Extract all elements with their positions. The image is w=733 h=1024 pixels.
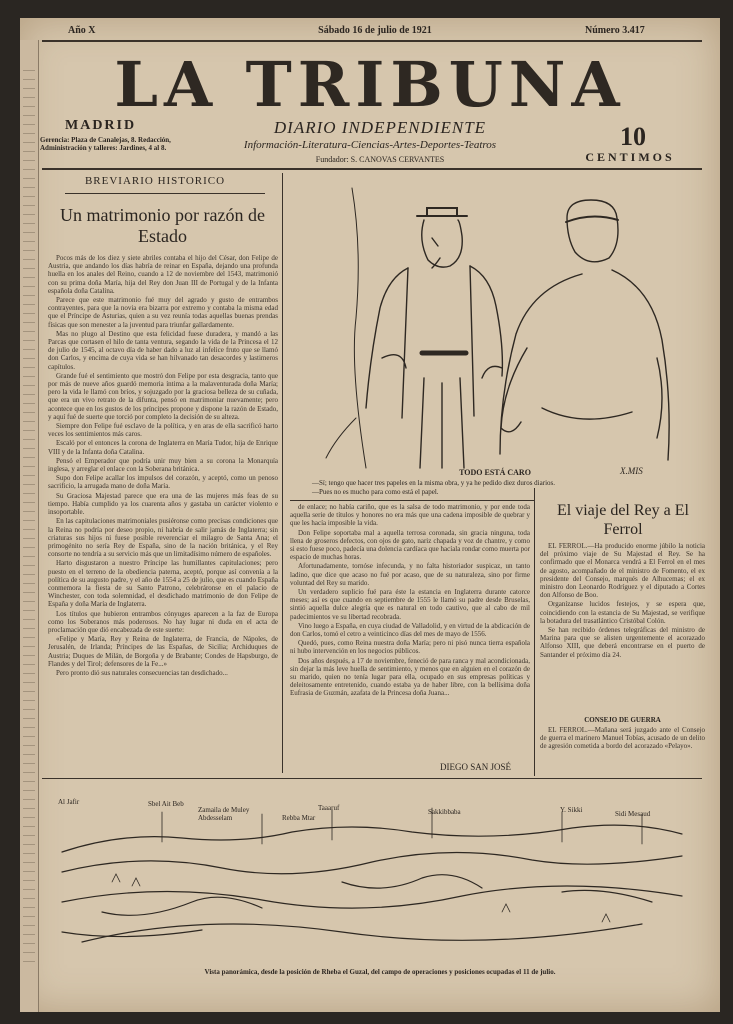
article-paragraph: «Felipe y María, Rey y Reina de Inglaterra, de Francia, de Nápoles, de Jerusalén, de Irlanda; Príncipes de las Españas, de Sicilia; Archiduques de Austria; Duques de Milán, de Borgoña y de Brabante; Condes de Hapsburgo, de Flandes y del Tirol; defensores de la Fe...» xyxy=(48,635,278,668)
panorama-label: Sbel Ait Beb xyxy=(148,800,184,808)
cartoon-illustration xyxy=(312,178,682,478)
cartoon-caption-2: —Pues no es mucho para como está el papel. xyxy=(312,488,439,496)
price-value: 10 xyxy=(620,122,646,151)
article2-title: El viaje del Rey a El Ferrol xyxy=(557,502,689,538)
article-kicker: BREVIARIO HISTORICO xyxy=(84,175,226,187)
top-rule xyxy=(42,40,702,42)
newspaper-page xyxy=(20,18,720,1012)
article-title: Un matrimonio por razón de Estado xyxy=(60,205,265,246)
panorama-label: Zamaila de Muley Abdesselam xyxy=(198,806,250,822)
cartoon-rule xyxy=(290,500,534,501)
masthead-subtitle: DIARIO INDEPENDIENTE xyxy=(273,118,487,137)
kicker-rule xyxy=(65,193,265,194)
article-paragraph: Afortunadamente, tornóse infecunda, y no falta historiador suspicaz, un tanto ladino, que dice que acaso no fué por acaso, que de su naturaleza, sino por firme voluntad del Rey su marido. xyxy=(290,562,530,587)
issue-year: Año X xyxy=(68,25,96,36)
column-divider-1 xyxy=(282,173,283,773)
panorama-illustration xyxy=(42,782,702,962)
article2-subhead: CONSEJO DE GUERRA xyxy=(584,716,661,724)
panorama-label: Sakkibbaba xyxy=(428,808,461,816)
article-paragraph: Escaló por el entonces la corona de Inglaterra en María Tudor, hija de Enrique VIII y de la Infanta doña Catalina. xyxy=(48,439,278,456)
article-paragraph: Pocos más de los diez y siete abriles contaba el hijo del César, don Felipe de Austria, que andando los días habría de reinar en España, dejando una profunda huella en los anales del Reino, cuando a 12 de noviembre del 1543, matrimonió con su prima doña María, hija del Rey don Juan III de Portugal y de la Infanta española doña Catalina. xyxy=(48,254,278,295)
article2-paragraph: Se han recibido órdenes telegráficas del ministro de Marina para que se alisten urgentemente el acorazado Alfonso XIII, que deberá encontrarse en el puerto de Santander el próximo día 24. xyxy=(540,626,705,659)
masthead-city: MADRID xyxy=(65,118,137,133)
article-paragraph: Un verdadero suplicio fué para éste la estancia en Inglaterra durante catorce meses; así es que cuando en septiembre de 1555 le llamó su padre desde Bruselas, sintió aquella dulce alegría que es natural en todo cautivo, que al cabo de mil padecimientos ve su libertad recobrada. xyxy=(290,588,530,621)
panorama-label: Rebba Mtar xyxy=(282,814,316,822)
issue-date: Sábado 16 de julio de 1921 xyxy=(318,25,432,36)
article-paragraph: Vino luego a España, en cuya ciudad de Valladolid, y en virtud de la abdicación de don Carlos, tomó el cetro a veinticinco días del mes de mayo de 1556. xyxy=(290,621,530,639)
article-paragraph: Siempre don Felipe fué esclavo de la política, y en aras de ella sacrificó harto veces los sentimientos más caros. xyxy=(48,422,278,439)
article-continuation xyxy=(290,503,530,759)
column-divider-2 xyxy=(534,488,535,776)
article-paragraph: Quedó, pues, como Reina nuestra doña María; pero ni pisó nunca tierra española ni hubo intervención en los negocios públicos. xyxy=(290,639,530,656)
cartoon-title: TODO ESTÁ CARO xyxy=(459,468,531,477)
article-paragraph: En las capitulaciones matrimoniales pusiéronse como precisas condiciones que la Reina no podría por deseo propio, ni habría de salir jamás de Inglaterra; sin criaturas sus hijos ni fuese posible reverenciar el milagro de Santa Ana; el primogénito no sería Rey de España, sino de la nación británica, y el Rey consorte no tendría a su servicio más que un limitadísimo número de españoles. xyxy=(48,517,278,559)
price-unit: CENTIMOS xyxy=(585,150,675,164)
article-paragraph: Pero pronto dió sus naturales consecuencias tan desdichado... xyxy=(56,668,228,677)
article2-subtext xyxy=(540,726,705,774)
cartoon-signature: X.MIS xyxy=(620,466,643,476)
article2-body xyxy=(540,542,705,714)
panorama-rule xyxy=(42,778,702,779)
article2-paragraph: EL FERROL.—Ha producido enorme júbilo la noticia del próximo viaje de Su Majestad el Rey. Se ha confirmado que el Monarca vendrá a El Ferrol en el mes de agosto, acompañado de el ministro de Fomento, el ex presidente del Consejo, marqués de Alhucemas; el ex ministro don Leonardo Rodríguez y el diputado a Cortes don Alfonso de Boo. xyxy=(540,542,705,600)
panorama-label: Sidi Mesaud xyxy=(615,810,651,818)
masthead-address: Gerencia: Plaza de Canalejas, 8. Redacción, Administración y talleres: Jardines, 4 al 8. xyxy=(40,136,171,152)
masthead-sections: Información-Literatura-Ciencias-Artes-Deportes-Teatros xyxy=(243,139,497,151)
article2-paragraph: Organízanse lucidos festejos, y se espera que, coincidiendo con la estancia de Su Majestad, se verifique la botadura del trasatlántico Cristóbal Colón. xyxy=(540,600,705,625)
article-paragraph: de enlace; no había cariño, que es la salsa de todo matrimonio, y por ende toda aquella serie de títulos y honores no era más que una cadena imposible de quebrar y que les hacía imposible la vida. xyxy=(290,503,530,528)
masthead-title: LA TRIBUNA xyxy=(114,48,626,121)
issue-number: Número 3.417 xyxy=(585,25,645,36)
article-paragraph: Parece que este matrimonio fué muy del agrado y gusto de entrambos contrayentes, para que la novia era bizarra por extremo y contaba la misma edad que el Príncipe de Asturias, quien a su vez reunía todas aquellas buenas prendas físicas que son menester a la juventud para triunfar gallardamente. xyxy=(48,296,278,329)
article-paragraph: Los títulos que hubieron entrambos cónyuges aparecen a la faz de Europa como los Soberanos más poderosos. No hay lugar ni duda en el acta de proclamación que dió encabezada de este suerte: xyxy=(48,609,278,634)
masthead-rule xyxy=(42,168,702,170)
adjacent-page-edge xyxy=(20,40,39,1012)
article-paragraph: Mas no plugo al Destino que esta felicidad fuese duradera, y mandó a las Parcas que cortasen el hilo de tanta ventura, segando la vida de la Princesa el 12 de julio de 1545, al octavo día de haber dado a luz al infelice fruto que se llamó don Carlos, y encima de cuya vida se han hilvanado tan desacordes y lastimeros capítulos. xyxy=(48,329,278,371)
panorama-label: Al Jafir xyxy=(58,798,80,806)
article-author: DIEGO SAN JOSÉ xyxy=(440,762,512,772)
article-paragraph: Su Graciosa Majestad parece que era una de las mujeres más feas de su tiempo. Había cumplido ya los cuarenta años y gastaba un carácter violento e insoportable. xyxy=(48,491,278,517)
masthead-founder: Fundador: S. CANOVAS CERVANTES xyxy=(315,155,445,164)
article-paragraph: Pensó el Emperador que podría unir muy bien a su corona la Monarquía inglesa, y arreglar el enlace con la Soberana británica. xyxy=(48,456,278,474)
article-paragraph: Dos años después, a 17 de noviembre, feneció de para ranca y mal acondicionada, sin dejar la más leve huella de sentimiento, y menos que en alguien en el corazón de su marido, quien no tenía lugar para ella, ocupado en sus empresas políticas y deleitosamente entretenido, cuando estaba ya de haber libre, con la bellísima doña Eufrasia de Guzmán, azafata de la Princesa doña Juana... xyxy=(290,656,530,698)
cartoon-caption-1: —Sí; tengo que hacer tres papeles en la misma obra, y ya he pedido diez duros diarios. xyxy=(312,479,555,487)
article-paragraph: Supo don Felipe acallar los impulsos del corazón, y aceptó, como un penoso sacrificio, la arrugada mano de doña María. xyxy=(48,474,278,491)
article-body xyxy=(48,254,278,774)
article-paragraph: Don Felipe soportaba mal a aquella terrosa coronada, sin gracia ninguna, toda llena de groseros defectos, con ojos de gato, nariz chapada y voz de chantre, y como si esto fuese poco, padecía una dolencia cardíaca que hacíala rondar como muerta por espacio de muchas horas. xyxy=(290,528,530,562)
panorama-caption: Vista panorámica, desde la posición de Rheba el Guzal, del campo de operaciones y posiciones ocupadas el 11 de julio. xyxy=(204,968,556,976)
panorama-label: Y. Sikki xyxy=(560,806,583,814)
article-paragraph: Harto disgustaron a nuestro Príncipe las humillantes capitulaciones; pero puesto en el terreno de la obediencia paterna, aceptó, porque así convenía a la política de su augusto padre, y el año de 1554 a 25 de julio, que es cuando España conmemora la fiesta de su Santo Patrono, celebráronse en el palacio de Winchester, con toda solemnidad, el desdichado matrimonio de don Felipe de España y doña María de Inglaterra. xyxy=(48,559,278,609)
article2-paragraph: EL FERROL.—Mañana será juzgado ante el Consejo de guerra el marinero Manuel Tobías, acusado de un delito de agresión cometida a bordo del acorazado «Pelayo». xyxy=(540,726,705,751)
panorama-label: Taaaruf xyxy=(318,804,340,812)
article-paragraph: Grande fué el sentimiento que mostró don Felipe por esta desgracia, tanto que por más de nueve años guardó memoria íntima a la malaventurada doña María; pero la vida le llamó con bríos, y sojuzgado por la graciosa belleza de su cuñada, que era un vivo retrato de la difunta, pensó en matrimoniar nuevamente; pero acontece que en los gustos de los príncipes propone y dispone la razón de Estado, y aquí fué de suerte que torció por completo la decisión de su alteza. xyxy=(48,371,278,421)
